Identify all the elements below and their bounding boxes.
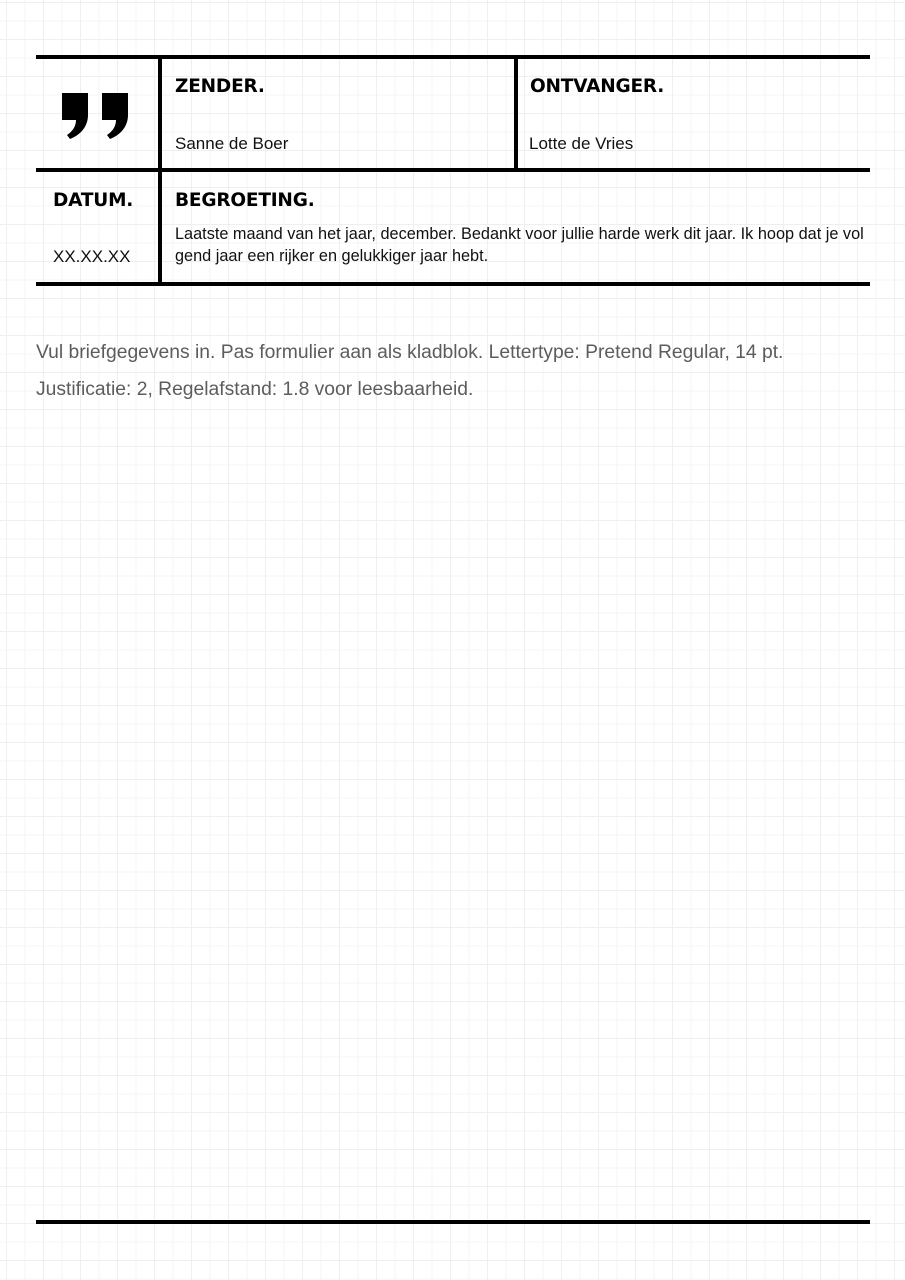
table-middle-divider bbox=[514, 55, 518, 172]
date-label: DATUM. bbox=[53, 190, 134, 211]
recipient-label: ONTVANGER. bbox=[530, 76, 665, 97]
recipient-value[interactable]: Lotte de Vries bbox=[529, 134, 634, 153]
sender-label: ZENDER. bbox=[175, 76, 265, 97]
recipient-cell bbox=[530, 76, 664, 97]
sender-value[interactable]: Sanne de Boer bbox=[175, 134, 289, 153]
sender-cell bbox=[175, 76, 265, 97]
date-value[interactable]: XX.XX.XX bbox=[53, 247, 131, 266]
footer-rule bbox=[36, 1220, 870, 1224]
table-left-divider bbox=[158, 55, 162, 286]
closing-quote-icon bbox=[62, 93, 128, 139]
instructions-text[interactable]: Vul briefgegevens in. Pas formulier aan als kladblok. Lettertype: Pretend Regular, 14 pt. Justificatie: 2, Regelafstand: 1.8 voor leesbaarheid. bbox=[36, 342, 784, 400]
greeting-label: BEGROETING. bbox=[175, 190, 315, 211]
letter-header-table bbox=[36, 55, 870, 286]
greeting-text[interactable]: Laatste maand van het jaar, december. Bedankt voor jullie harde werk dit jaar. Ik hoop dat je volgend jaar een rijker en gelukkiger jaar hebt. bbox=[175, 225, 864, 265]
